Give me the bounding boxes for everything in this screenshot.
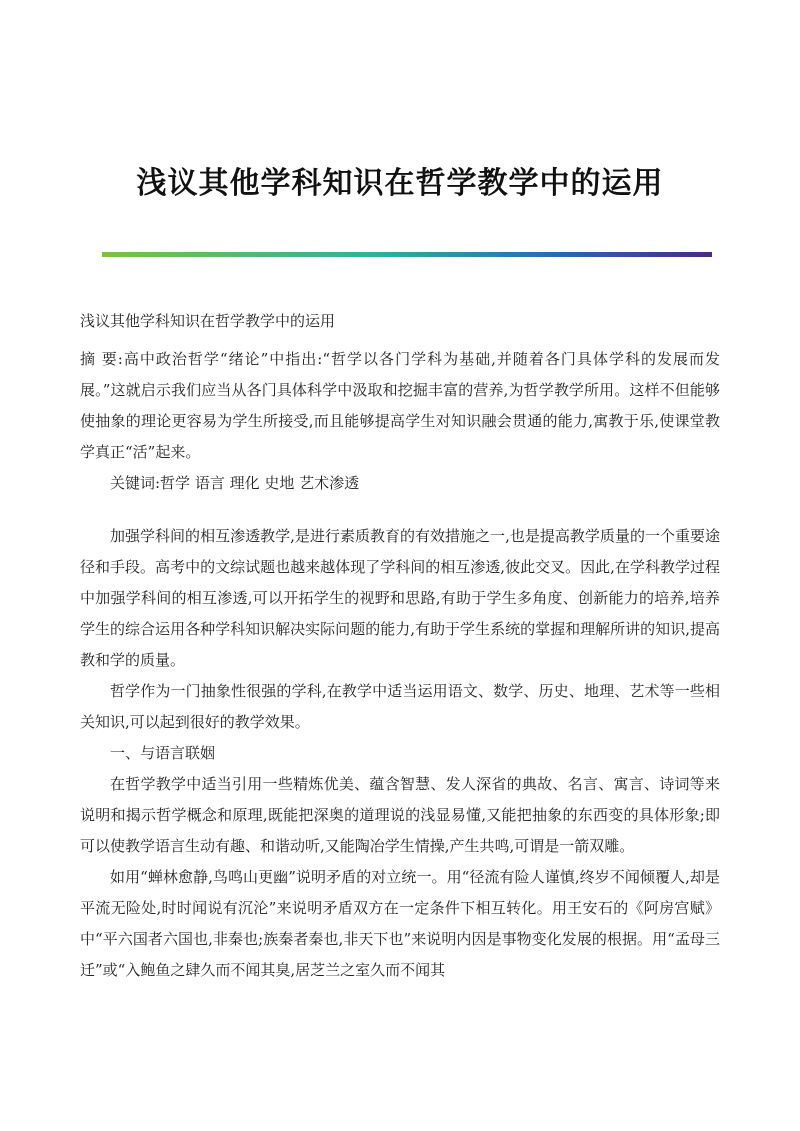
document-body [80, 310, 720, 986]
document-title: 浅议其他学科知识在哲学教学中的运用 [136, 166, 664, 201]
keywords-line: 关键词:哲学 语言 理化 史地 艺术渗透 [110, 474, 360, 492]
section-gap [80, 499, 720, 521]
body-paragraph: 加强学科间的相互渗透教学,是进行素质教育的有效措施之一,也是提高教学质量的一个重要途径和手段。高考中的文综试题也越来越体现了学科间的相互渗透,彼此交叉。因此,在学科教学过程中加强学科间的相互渗透,可以开拓学生的视野和思路,有助于学生多角度、创新能力的培养,培养学生的综合运用各种学科知识解决实际问题的能力,有助于学生系统的掌握和理解所讲的知识,提高教和学的质量。 [80, 527, 720, 669]
body-paragraph: 如用“蝉林愈静,鸟鸣山更幽”说明矛盾的对立统一。用“径流有险人谨慎,终岁不闻倾覆人,却是平流无险处,时时闻说有沉沦”来说明矛盾双方在一定条件下相互转化。用王安石的《阿房宫赋》中“平六国者六国也,非秦也;族秦者秦也,非天下也”来说明内因是事物变化发展的根据。用“孟母三迁”或“入鲍鱼之肆久而不闻其臭,居芝兰之室久而不闻其 [80, 868, 720, 979]
body-paragraph: 在哲学教学中适当引用一些精炼优美、蕴含智慧、发人深省的典故、名言、寓言、诗词等来说明和揭示哲学概念和原理,既能把深奥的道理说的浅显易懂,又能把抽象的东西变的具体形象;即可以使教学语言生动有趣、和谐动听,又能陶冶学生情操,产生共鸣,可谓是一箭双雕。 [80, 775, 720, 855]
body-paragraph: 哲学作为一门抽象性很强的学科,在教学中适当运用语文、数学、历史、地理、艺术等一些相关知识,可以起到很好的教学效果。 [80, 682, 720, 731]
title-divider [102, 252, 712, 257]
section-heading: 一、与语言联姻 [110, 744, 216, 762]
document-subtitle: 浅议其他学科知识在哲学教学中的运用 [80, 312, 336, 330]
abstract-paragraph: 摘 要:高中政治哲学“绪论”中指出:“哲学以各门学科为基础,并随着各门具体学科的发展而发展。”这就启示我们应当从各门具体科学中汲取和挖掘丰富的营养,为哲学教学所用。这样不但能够使抽象的理论更容易为学生所接受,而且能够提高学生对知识融会贯通的能力,寓教于乐,使课堂教学真正“活”起来。 [80, 350, 720, 461]
